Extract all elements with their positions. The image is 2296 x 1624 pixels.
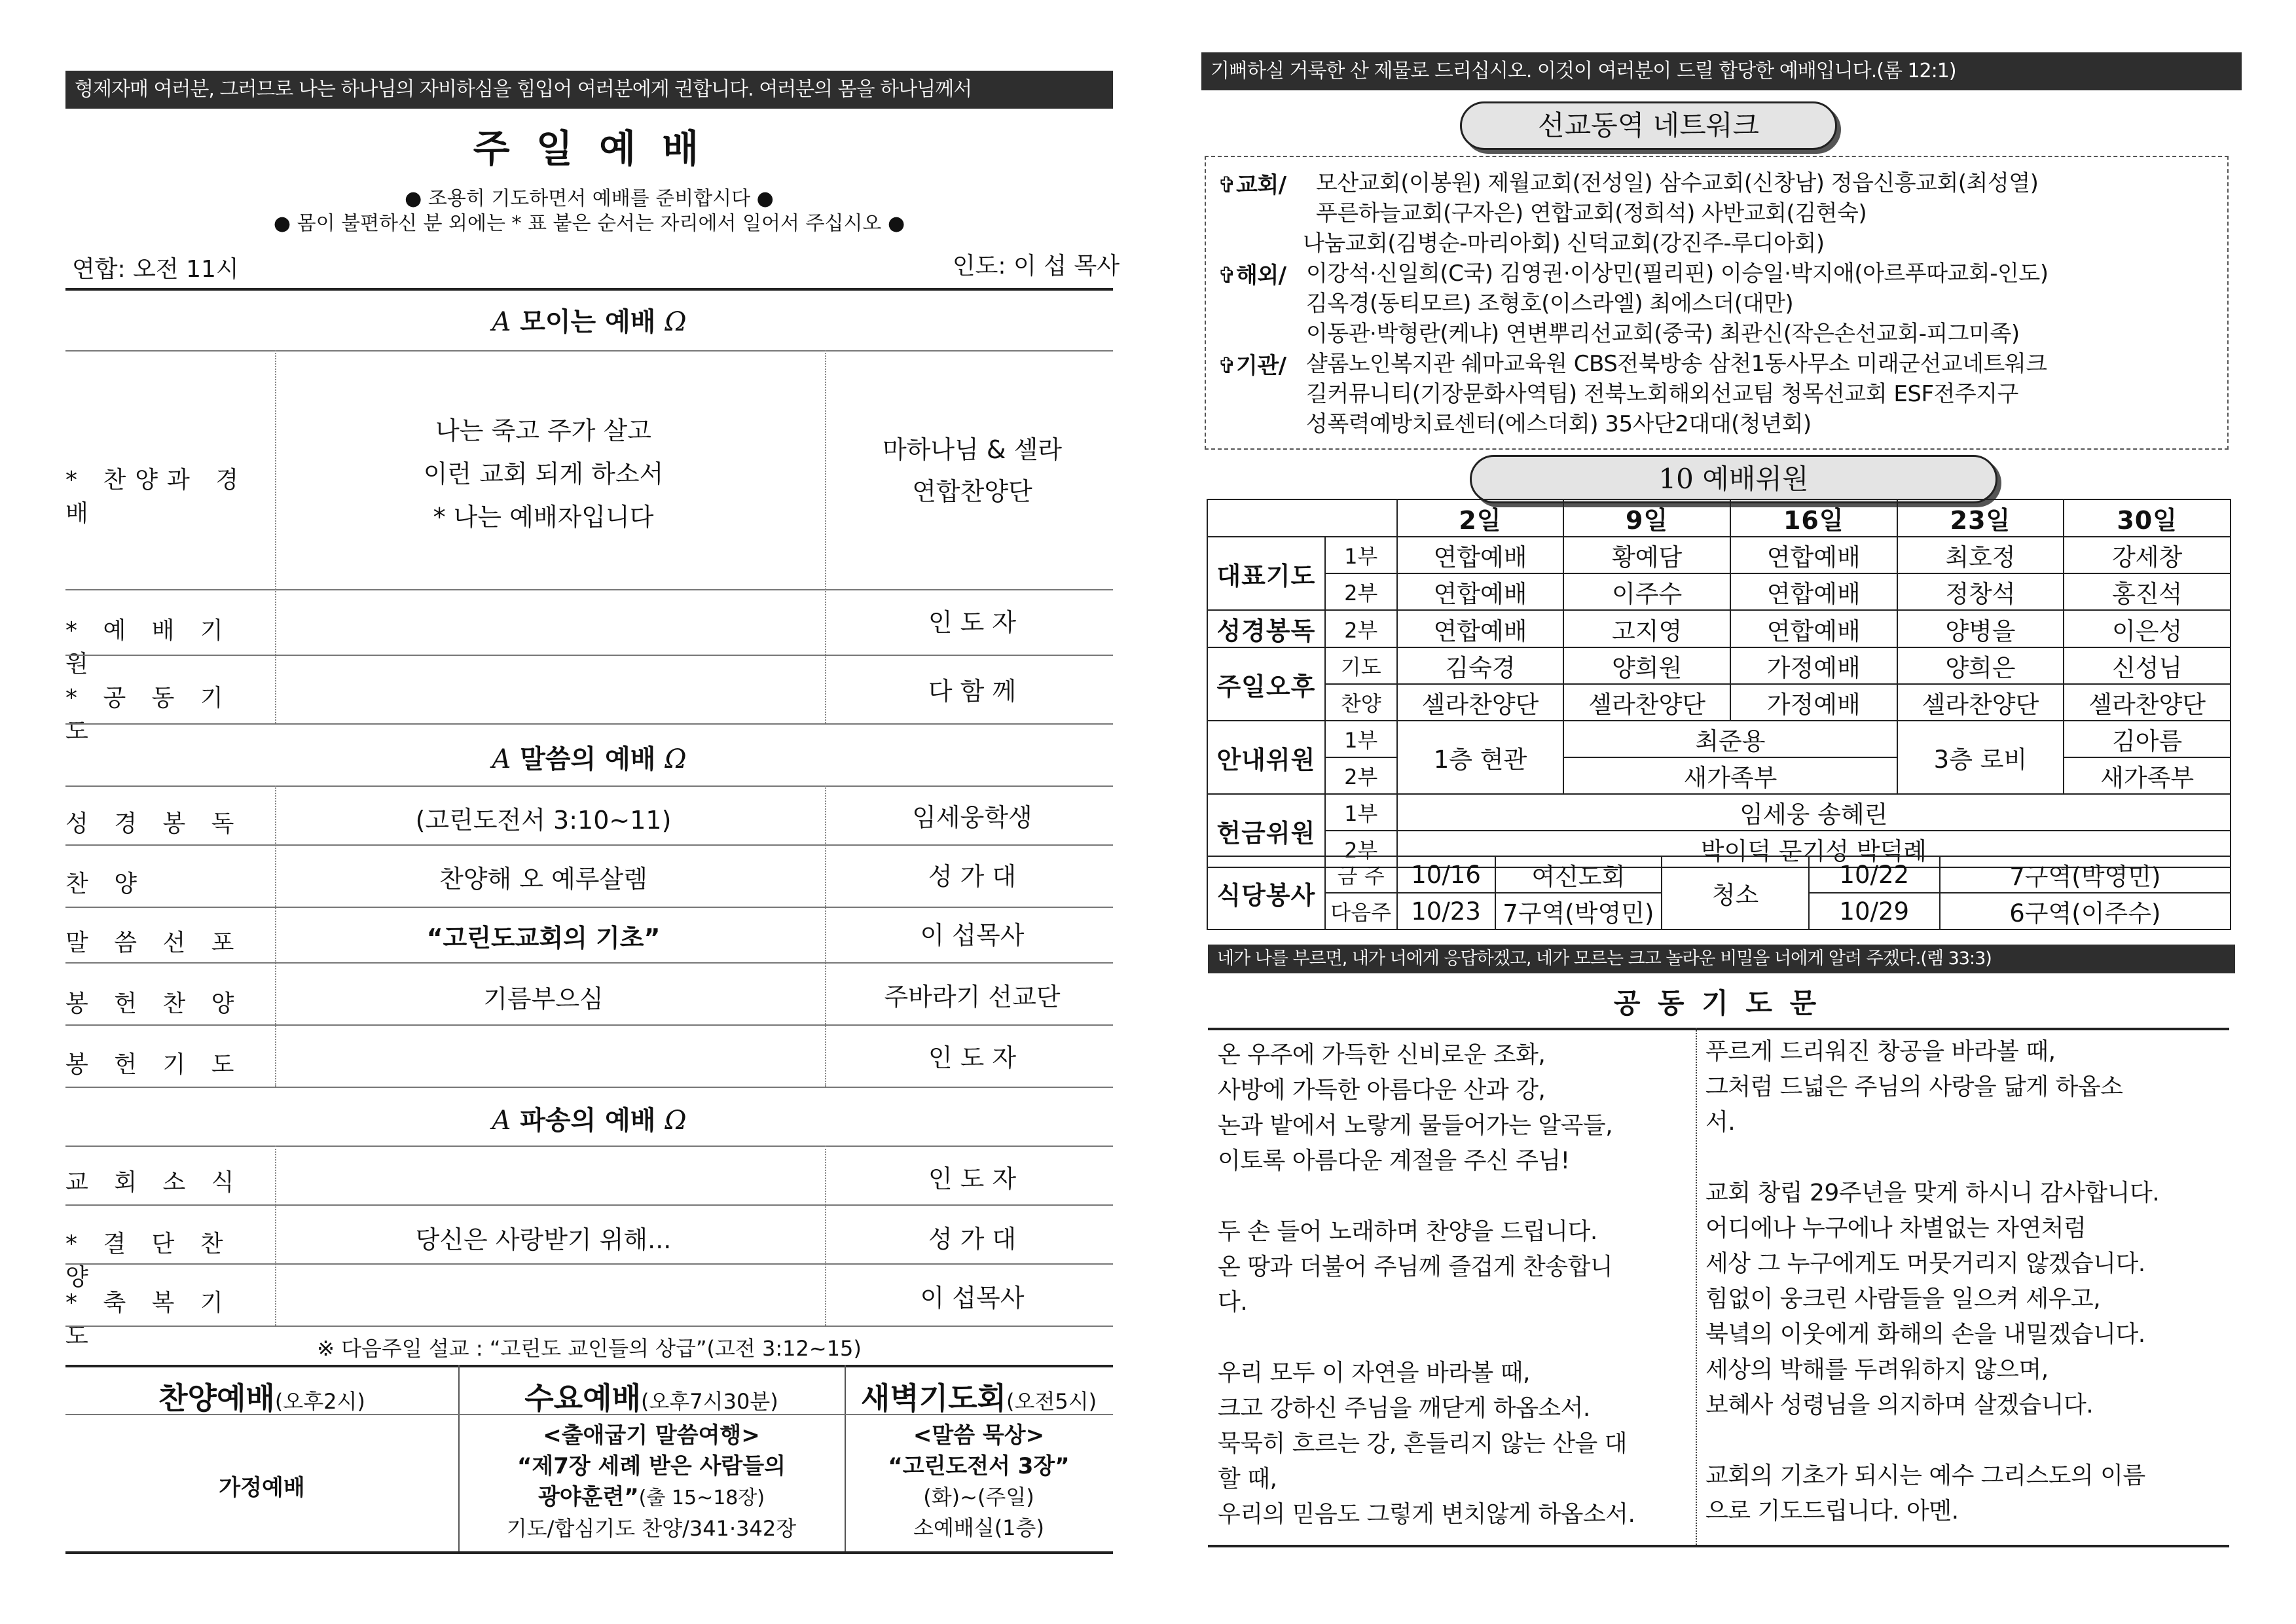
table-cell: 셀라찬양단 (1397, 684, 1564, 721)
network-org-label: ✞기관/ (1218, 353, 1286, 379)
prayer-line: 힘없이 웅크린 사람들을 일으켜 세우고, (1705, 1286, 2101, 1312)
scripture-reader: 임세웅학생 (912, 803, 1032, 832)
decision-by: 성 가 대 (928, 1225, 1017, 1254)
network-org-line: 길커뮤니티(기장문화사역팀) 전북노회해외선교팀 청목선교회 ESF전주지구 (1306, 381, 2018, 407)
table-cell: 셀라찬양단 (1563, 684, 1730, 721)
table-cell: 청소 (1662, 856, 1809, 929)
kitchen-table (1207, 856, 2231, 930)
row-label-scripture: 성 경 봉 독 (65, 810, 244, 837)
praise-songs: 나는 죽고 주가 살고 이런 교회 되게 하소서 * 나는 예배자입니다 (423, 416, 664, 532)
dawn-prayer-heading: 새벽기도회(오전5시) (860, 1380, 1097, 1416)
row-header: 안내위원 (1207, 721, 1325, 794)
wednesday-service-body: <출애굽기 말씀여행> “제7장 세례 받은 사람들의 광야훈련”(출 15~18장) 기도/합심기도 찬양/341·342장 (506, 1422, 797, 1541)
prayer-line: 푸르게 드리워진 창공을 바라볼 때, (1705, 1038, 2056, 1065)
divider (65, 288, 1113, 291)
row-header: 주일오후 (1207, 647, 1325, 721)
table-cell: 강세창 (2064, 537, 2231, 573)
row-header: 성경봉독 (1207, 610, 1325, 647)
prayer-line: 그처럼 드넓은 주님의 사랑을 닮게 하옵소 (1705, 1074, 2123, 1100)
prayer-line: 할 때, (1218, 1466, 1277, 1492)
table-row (1207, 573, 2231, 610)
section-title-word: A 말씀의 예배 Ω (492, 744, 687, 774)
left-page (65, 0, 1126, 1624)
prayer-line: 보혜사 성령님을 의지하며 살겠습니다. (1705, 1392, 2094, 1418)
table-cell: 양희원 (1563, 647, 1730, 684)
prayer-line: 온 우주에 가득한 신비로운 조화, (1218, 1041, 1546, 1068)
part-label: 다음주 (1325, 893, 1397, 929)
offering-prayer-by: 인 도 자 (928, 1043, 1017, 1072)
date-header: 30일 (2064, 499, 2231, 537)
part-label: 기도 (1325, 647, 1397, 684)
prayer-line: 으로 기도드립니다. 아멘. (1705, 1498, 1959, 1525)
service-time: 연합: 오전 11시 (72, 256, 239, 283)
network-church-line: 나눔교회(김병순-마리아회) 신덕교회(강진주-루디아회) (1303, 230, 1825, 257)
table-cell: 김아름 (2064, 721, 2231, 757)
part-label: 찬양 (1325, 684, 1397, 721)
news-by: 인 도 자 (928, 1164, 1017, 1193)
part-label: 2부 (1325, 757, 1397, 794)
second-banner: 네가 나를 부르면, 내가 너에게 응답하겠고, 네가 모르는 크고 놀라운 비밀을 너에게 알려 주겠다.(렘 33:3) (1208, 945, 2235, 973)
table-cell: 셀라찬양단 (1897, 684, 2064, 721)
benediction-by: 이 섭목사 (920, 1284, 1025, 1312)
page-title: 주 일 예 배 (473, 126, 706, 171)
offertory-by: 주바라기 선교단 (884, 983, 1061, 1011)
table-row (1207, 721, 2231, 757)
hymn-title: 찬양해 오 예루살렘 (439, 865, 647, 893)
table-cell: 황예담 (1563, 537, 1730, 573)
table-cell: 새가족부 (1563, 757, 1897, 794)
network-church-line: 모산교회(이봉원) 제월교회(전성일) 삼수교회(신창남) 정읍신흥교회(최성열) (1316, 170, 2039, 196)
praise-leader: 마하나님 & 셀라 연합찬양단 (882, 435, 1063, 506)
table-row (1207, 856, 2231, 893)
network-abroad-label: ✞해외/ (1218, 262, 1286, 289)
table-row (1207, 610, 2231, 647)
row-header: 대표기도 (1207, 537, 1325, 610)
table-row (1207, 537, 2231, 573)
part-label: 2부 (1325, 831, 1397, 867)
table-cell: 셀라찬양단 (2064, 684, 2231, 721)
row-header: 식당봉사 (1207, 856, 1325, 929)
row-header: 헌금위원 (1207, 794, 1325, 867)
network-title: 선교동역 네트워크 (1460, 101, 1837, 150)
prayer-line: 교회 창립 29주년을 맞게 하시니 감사합니다. (1705, 1180, 2160, 1206)
prayer-line (1705, 1140, 2229, 1176)
wednesday-service-heading: 수요예배(오후7시30분) (524, 1380, 778, 1416)
table-cell: 10/22 (1809, 856, 1940, 893)
row-label-news: 교 회 소 식 (65, 1169, 244, 1196)
table-cell: 정창석 (1897, 573, 2064, 610)
section-title-gathering: A 모이는 예배 Ω (492, 307, 687, 337)
table-cell: 3층 로비 (1897, 721, 2064, 794)
row-label-benediction: * 축 복 기 도 (65, 1290, 232, 1350)
committee-title: 10 예배위원 (1470, 455, 1997, 503)
praise-service-heading: 찬양예배(오후2시) (158, 1380, 365, 1416)
table-cell: 가정예배 (1730, 647, 1897, 684)
prayer-line: 우리의 믿음도 그렇게 변치않게 하옵소서. (1218, 1501, 1635, 1528)
table-row (1207, 647, 2231, 684)
prayer-line: 어디에나 누구에나 차별없는 자연처럼 (1705, 1215, 2086, 1242)
table-row (1207, 499, 2231, 537)
date-header: 9일 (1563, 499, 1730, 537)
table-cell: 10/23 (1397, 893, 1495, 929)
prayer-line: 북녘의 이웃에게 화해의 손을 내밀겠습니다. (1705, 1321, 2145, 1348)
prayer-line: 다. (1218, 1289, 1248, 1316)
table-cell: 10/16 (1397, 856, 1495, 893)
row-label-hymn: 찬 양 (65, 871, 146, 897)
notice-line-2: ● 몸이 불편하신 분 외에는 * 표 붙은 순서는 자리에서 일어서 주십시오 ● (273, 212, 905, 235)
table-cell: 연합예배 (1397, 573, 1564, 610)
row-label-common-prayer: * 공 동 기 도 (65, 685, 232, 745)
notice-line-1: ● 조용히 기도하면서 예배를 준비합시다 ● (405, 187, 774, 210)
prayer-line: 크고 강하신 주님을 깨닫게 하옵소서. (1218, 1395, 1590, 1422)
table-cell: 이주수 (1563, 573, 1730, 610)
row-label-praise: * 찬양과 경배 (65, 467, 247, 527)
table-row (1207, 757, 2231, 794)
prayer-line: 두 손 들어 노래하며 찬양을 드립니다. (1218, 1218, 1597, 1245)
table-cell: 새가족부 (2064, 757, 2231, 794)
table-cell: 홍진석 (2064, 573, 2231, 610)
network-org-line: 샬롬노인복지관 쉐마교육원 CBS전북방송 삼천1동사무소 미래군선교네트워크 (1306, 351, 2047, 377)
top-banner-right: 기뻐하실 거룩한 산 제물로 드리십시오. 이것이 여러분이 드릴 합당한 예배입니다.(롬 12:1) (1201, 52, 2242, 90)
prayer-line: 묵묵히 흐르는 강, 흔들리지 않는 산을 대 (1218, 1430, 1628, 1457)
service-leader: 인도: 이 섭 목사 (952, 253, 1120, 280)
part-label: 1부 (1325, 794, 1397, 831)
network-org-line: 성폭력예방치료센터(에스더회) 35사단2대대(청년회) (1306, 411, 1812, 437)
prayer-line: 온 땅과 더불어 주님께 즐겁게 찬송합니 (1218, 1254, 1613, 1280)
row-label-offering-prayer: 봉 헌 기 도 (65, 1051, 244, 1078)
table-cell: 7구역(박영민) (1940, 856, 2231, 893)
date-header: 23일 (1897, 499, 2064, 537)
table-cell: 최준용 (1563, 721, 1897, 757)
table-cell: 6구역(이주수) (1940, 893, 2231, 929)
decision-song: 당신은 사랑받기 위해... (415, 1225, 672, 1254)
network-church-line: 푸른하늘교회(구자은) 연합교회(정희석) 사반교회(김현숙) (1316, 200, 1867, 226)
row-label-invocation: * 예 배 기 원 (65, 617, 232, 677)
table-cell: 7구역(박영민) (1495, 893, 1662, 929)
top-banner-left: 형제자매 여러분, 그러므로 나는 하나님의 자비하심을 힘입어 여러분에게 권합니다. 여러분의 몸을 하나님께서 (65, 71, 1113, 109)
table-cell: 1층 현관 (1397, 721, 1564, 794)
table-cell: 고지영 (1563, 610, 1730, 647)
right-page (1201, 0, 2262, 1624)
prayer-line: 서. (1705, 1109, 1736, 1136)
date-header: 16일 (1730, 499, 1897, 537)
prayer-line (1218, 1179, 1692, 1214)
next-sermon: ※ 다음주일 설교 : “고린도 교인들의 상급”(고전 3:12~15) (317, 1336, 862, 1361)
table-cell: 이은성 (2064, 610, 2231, 647)
network-abroad-line: 이강석·신일희(C국) 김영권·이상민(필리핀) 이승일·박지애(아르푸따교회-인도) (1306, 261, 2049, 287)
table-cell: 최호정 (1897, 537, 2064, 573)
table-cell: 연합예배 (1730, 610, 1897, 647)
table-row (1207, 684, 2231, 721)
table-cell: 양희은 (1897, 647, 2064, 684)
prayer-line (1218, 1320, 1692, 1356)
table-cell: 연합예배 (1397, 537, 1564, 573)
table-row (1207, 794, 2231, 831)
committee-table (1207, 499, 2231, 868)
sermon-preacher: 이 섭목사 (920, 921, 1025, 950)
table-cell: 연합예배 (1730, 573, 1897, 610)
table-cell: 연합예배 (1397, 610, 1564, 647)
table-cell: 여신도회 (1495, 856, 1662, 893)
prayer-line: 논과 밭에서 노랗게 물들어가는 알곡들, (1218, 1112, 1613, 1139)
table-cell: 10/29 (1809, 893, 1940, 929)
table-cell: 가정예배 (1730, 684, 1897, 721)
prayer-line: 이토록 아름다운 계절을 주신 주님! (1218, 1147, 1570, 1174)
dawn-prayer-body: <말씀 묵상> “고린도전서 3장” (화)~(주일) 소예배실(1층) (888, 1422, 1070, 1540)
prayer-title: 공 동 기 도 문 (1613, 987, 1821, 1019)
network-church-label: ✞교회/ (1218, 172, 1286, 198)
table-cell: 임세웅 송혜린 (1397, 794, 2231, 831)
invocation-by: 인 도 자 (928, 608, 1017, 637)
row-label-decision: * 결 단 찬 양 (65, 1231, 232, 1291)
prayer-column-left (1218, 1038, 1692, 1532)
prayer-line: 사방에 가득한 아름다운 산과 강, (1218, 1077, 1546, 1104)
prayer-line (1705, 1423, 2229, 1458)
table-cell: 박이덕 문기성 박덕례 (1397, 831, 2231, 867)
prayer-line: 세상의 박해를 두려워하지 않으며, (1705, 1356, 2049, 1383)
scripture-passage: (고린도전서 3:10~11) (415, 806, 672, 835)
prayer-line: 우리 모두 이 자연을 바라볼 때, (1218, 1360, 1530, 1386)
table-cell: 양병을 (1897, 610, 2064, 647)
prayer-line: 세상 그 누구에게도 머뭇거리지 않겠습니다. (1705, 1250, 2145, 1277)
table-cell: 신성님 (2064, 647, 2231, 684)
hymn-by: 성 가 대 (928, 862, 1017, 891)
praise-service-body: 가정예배 (219, 1475, 305, 1501)
row-label-offertory: 봉 헌 찬 양 (65, 990, 244, 1017)
row-label-sermon: 말 씀 선 포 (65, 929, 244, 956)
part-label: 1부 (1325, 721, 1397, 757)
sermon-title: “고린도교회의 기초” (426, 924, 661, 952)
part-label: 1부 (1325, 537, 1397, 573)
prayer-line: 교회의 기초가 되시는 예수 그리스도의 이름 (1705, 1462, 2145, 1489)
prayer-column-right (1705, 1034, 2229, 1529)
table-cell: 김숙경 (1397, 647, 1564, 684)
part-label: 2부 (1325, 610, 1397, 647)
common-prayer-by: 다 함 께 (928, 677, 1017, 706)
date-header: 2일 (1397, 499, 1564, 537)
part-label: 금 주 (1325, 856, 1397, 893)
network-abroad-line: 김옥경(동티모르) 조형호(이스라엘) 최에스더(대만) (1306, 291, 1794, 317)
section-title-sending: A 파송의 예배 Ω (492, 1106, 687, 1136)
table-cell: 연합예배 (1730, 537, 1897, 573)
part-label: 2부 (1325, 573, 1397, 610)
offertory-title: 기름부으심 (483, 984, 604, 1013)
network-abroad-line: 이동관·박형란(케냐) 연변뿌리선교회(중국) 최관신(작은손선교회-피그미족) (1306, 321, 2020, 347)
